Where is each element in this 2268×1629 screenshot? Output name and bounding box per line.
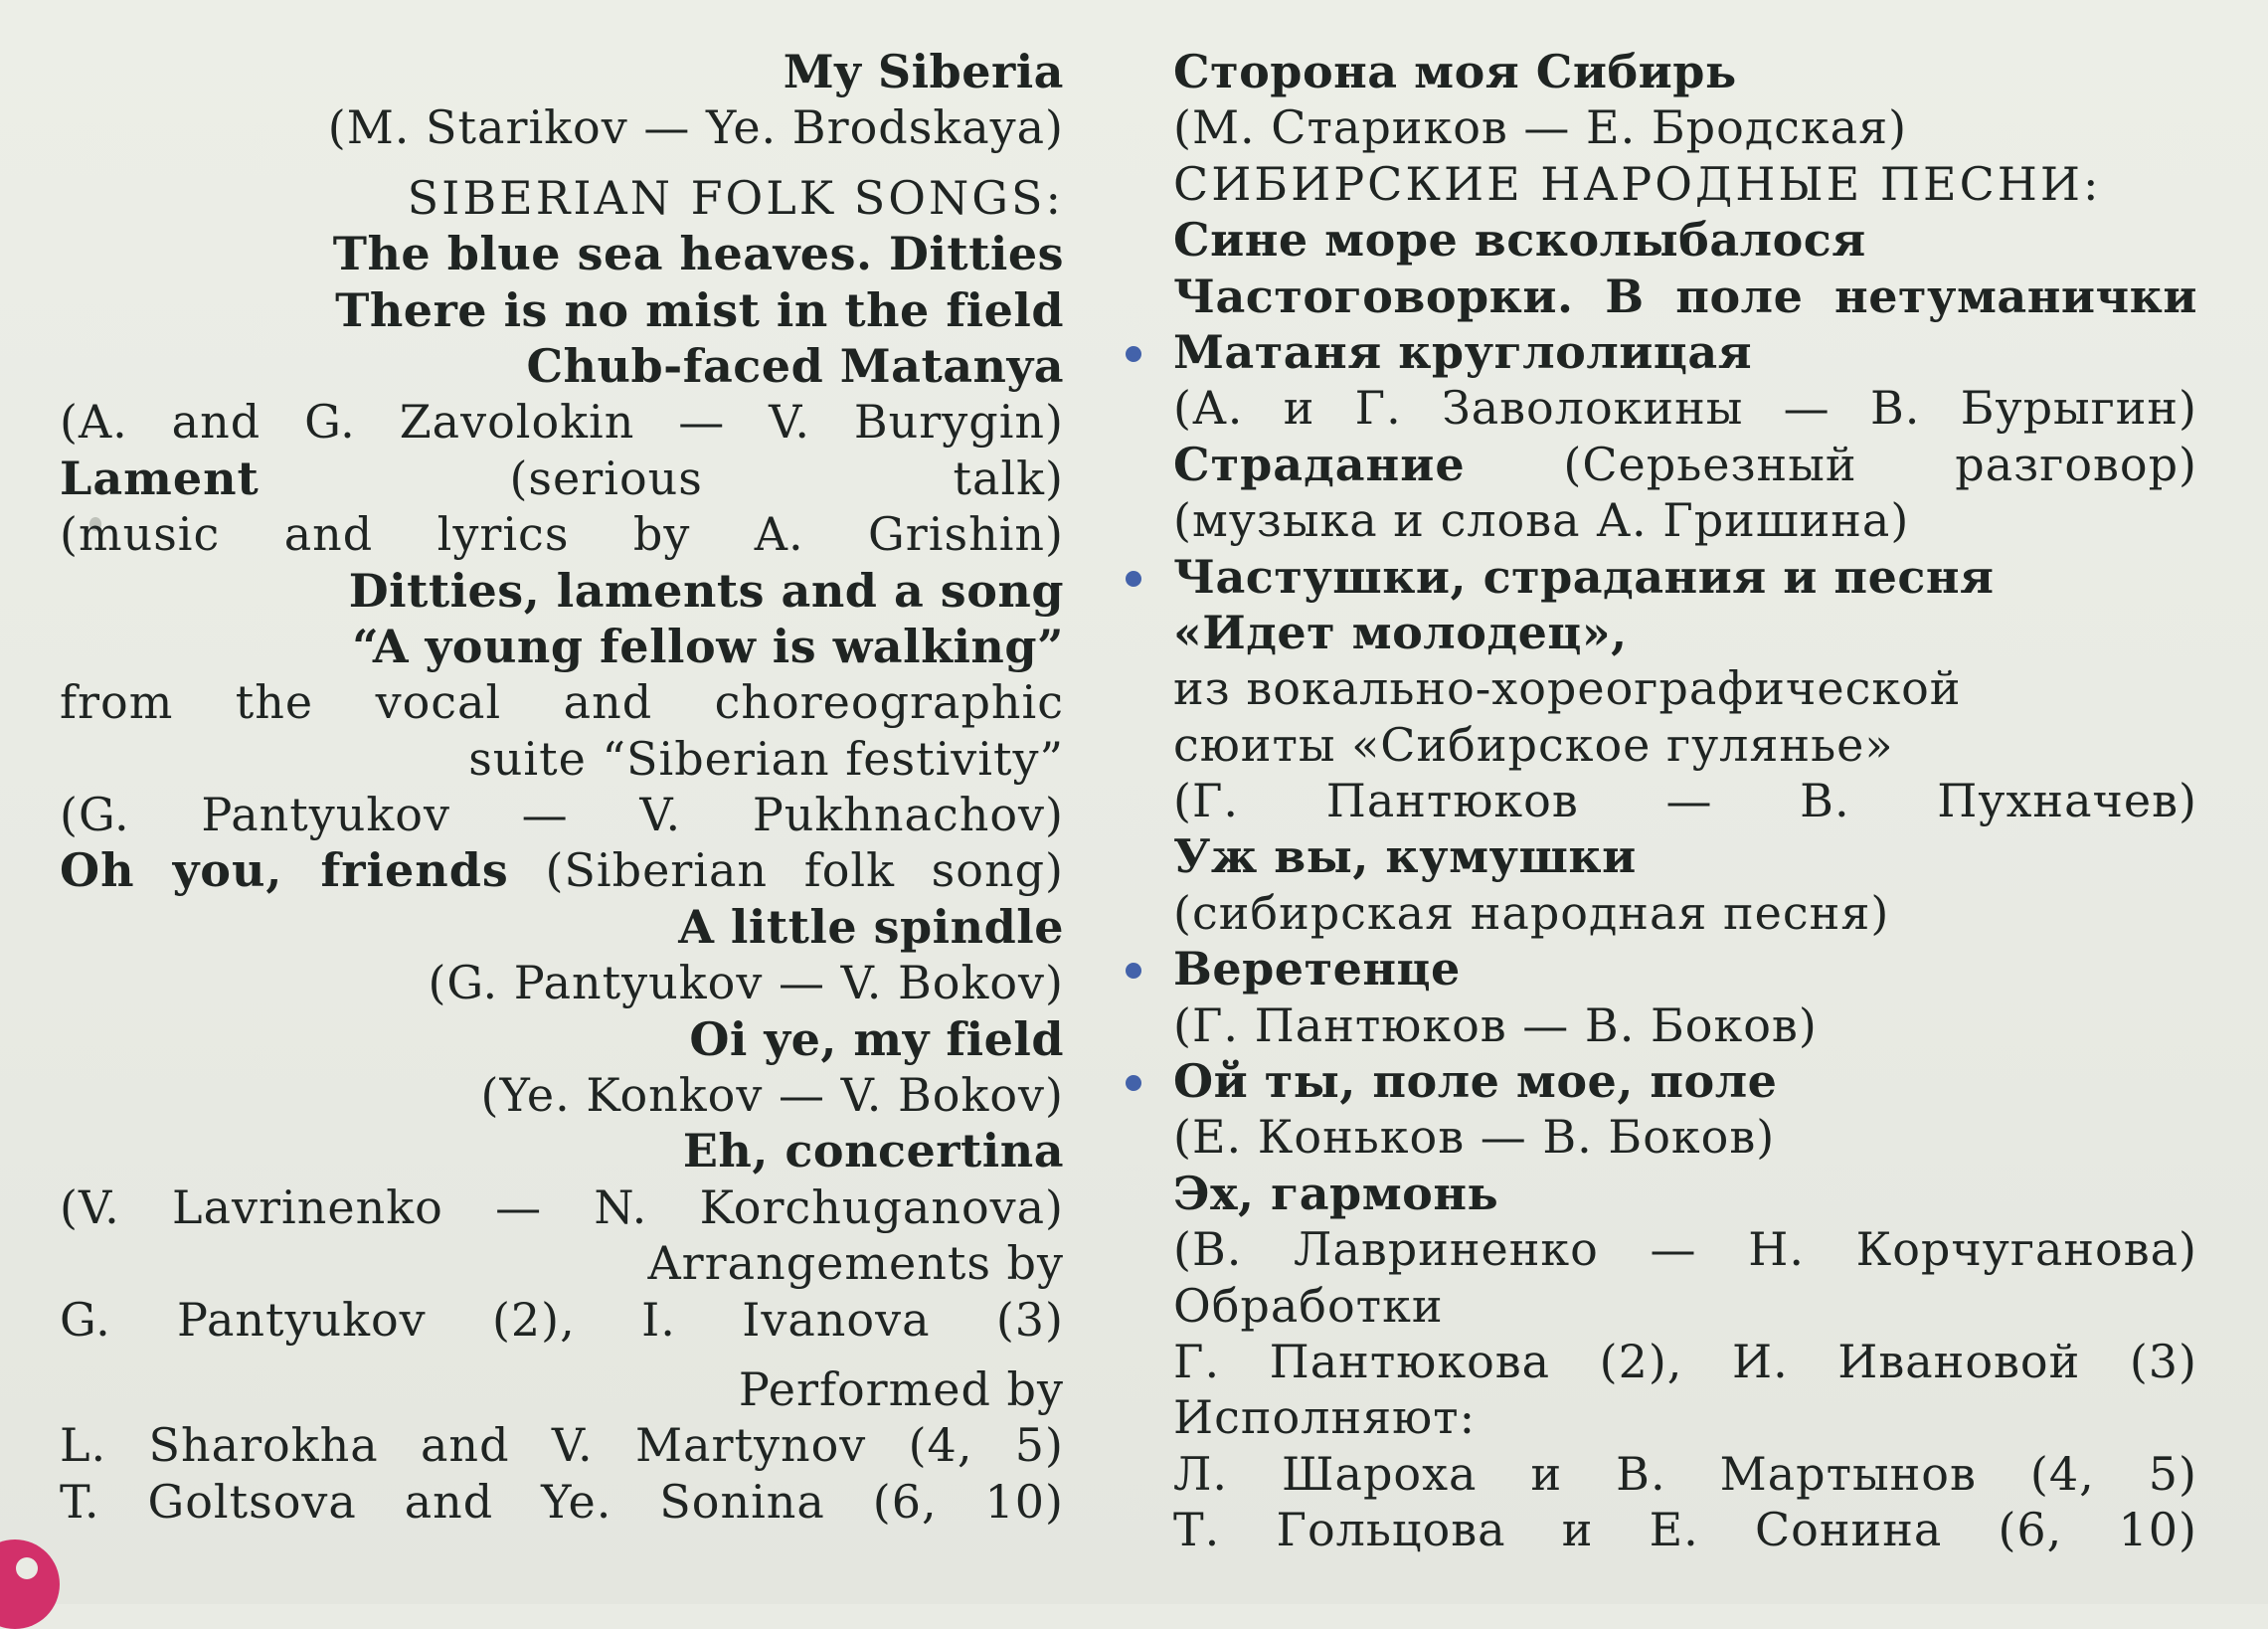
ink-bullet-mark	[1126, 346, 1141, 362]
credit-line: T. Goltsova and Ye. Sonina (6, 10)	[60, 1474, 1064, 1529]
song-title-line: Матаня круглолицая	[1173, 324, 1753, 379]
ink-bullet-mark	[1126, 963, 1141, 979]
song-note: (serious talk)	[509, 451, 1064, 505]
credit-line: СИБИРСКИЕ НАРОДНЫЕ ПЕСНИ:	[1173, 156, 2102, 211]
song-title-line: A little spindle	[678, 899, 1064, 954]
label-stamp-fragment	[0, 1539, 60, 1629]
credit-line: from the vocal and choreographic	[60, 675, 1064, 730]
song-title: Lament	[60, 451, 260, 505]
credit-line: Исполняют:	[1173, 1390, 1477, 1445]
ink-bullet-mark	[1126, 1075, 1141, 1091]
song-title-line: “A young fellow is walking”	[352, 619, 1064, 673]
credit-line: (сибирская народная песня)	[1173, 885, 1890, 940]
song-title-line: Эх, гармонь	[1173, 1166, 1499, 1220]
credit-line: (music and lyrics by A. Grishin)	[60, 507, 1064, 562]
spacer	[60, 1348, 1064, 1361]
song-title-line: Уж вы, кумушки	[1173, 829, 1637, 884]
song-title-line: There is no mist in the field	[335, 282, 1064, 337]
ink-bullet-mark	[1126, 571, 1141, 587]
song-title-line: Веретенце	[1173, 942, 1461, 996]
song-title-line: Частушки, страдания и песня	[1173, 549, 1995, 604]
song-title-line: Частоговорки. В поле нетуманички	[1173, 269, 2197, 323]
russian-track-list	[1173, 44, 2197, 1558]
song-title-line	[60, 842, 1064, 898]
english-track-list	[60, 44, 1064, 1530]
song-title-line: Eh, concertina	[682, 1124, 1064, 1178]
credit-line: (A. and G. Zavolokin — V. Burygin)	[60, 395, 1064, 450]
song-title-line: Сине море всколыбалося	[1173, 213, 1866, 268]
credit-line: (Ye. Konkov — V. Bokov)	[480, 1068, 1064, 1123]
song-title-line: Ой ты, поле мое, поле	[1173, 1054, 1778, 1109]
credit-line: Performed by	[738, 1361, 1064, 1416]
song-title-line: My Siberia	[783, 45, 1064, 98]
credit-line: сюиты «Сибирское гулянье»	[1173, 717, 1894, 772]
spacer	[60, 156, 1064, 170]
song-note: (Siberian folk song)	[545, 843, 1065, 898]
song-title-line	[1173, 437, 2197, 492]
credit-line: (М. Стариков — Е. Бродская)	[1173, 100, 1908, 155]
song-title-line: Ditties, laments and a song	[348, 563, 1064, 618]
credit-line: Л. Шароха и В. Мартынов (4, 5)	[1173, 1446, 2197, 1501]
credit-line: L. Sharokha and V. Martynov (4, 5)	[60, 1418, 1064, 1473]
credit-line: (Г. Пантюков — В. Боков)	[1173, 997, 1818, 1052]
song-title-line	[60, 451, 1064, 506]
credit-line: (Е. Коньков — В. Боков)	[1173, 1110, 1776, 1165]
credit-line: G. Pantyukov (2), I. Ivanova (3)	[60, 1292, 1064, 1347]
song-title-line: Сторона моя Сибирь	[1173, 45, 1737, 98]
song-title-line: «Идет молодец»,	[1173, 605, 1628, 659]
credit-line: (Г. Пантюков — В. Пухначев)	[1173, 774, 2197, 828]
credit-line: (M. Starikov — Ye. Brodskaya)	[327, 100, 1064, 155]
credit-line: Обработки	[1173, 1278, 1444, 1333]
song-title-line: The blue sea heaves. Ditties	[332, 227, 1064, 281]
song-title-line: Chub-faced Matanya	[526, 338, 1064, 393]
song-title: Oh you, friends	[60, 843, 509, 898]
credit-line: (V. Lavrinenko — N. Korchuganova)	[60, 1179, 1064, 1234]
credit-line: (музыка и слова А. Гришина)	[1173, 493, 1910, 548]
song-title-line: Oi ye, my field	[689, 1011, 1064, 1066]
song-note: (Серьезный разговор)	[1563, 437, 2197, 491]
credit-line: Г. Пантюкова (2), И. Ивановой (3)	[1173, 1334, 2197, 1388]
credit-line: suite “Siberian festivity”	[468, 731, 1064, 786]
credit-line: (А. и Г. Заволокины — В. Бурыгин)	[1173, 381, 2197, 436]
credit-line: (G. Pantyukov — V. Pukhnachov)	[60, 788, 1064, 842]
credit-line: из вокально-хореографической	[1173, 661, 1962, 716]
credit-line: (G. Pantyukov — V. Bokov)	[428, 956, 1064, 1010]
credit-line: SIBERIAN FOLK SONGS:	[407, 170, 1064, 225]
credit-line: Arrangements by	[647, 1236, 1064, 1291]
song-title: Страдание	[1173, 437, 1466, 491]
credit-line: (В. Лавриненко — Н. Корчуганова)	[1173, 1222, 2197, 1277]
credit-line: Т. Гольцова и Е. Сонина (6, 10)	[1173, 1503, 2197, 1557]
